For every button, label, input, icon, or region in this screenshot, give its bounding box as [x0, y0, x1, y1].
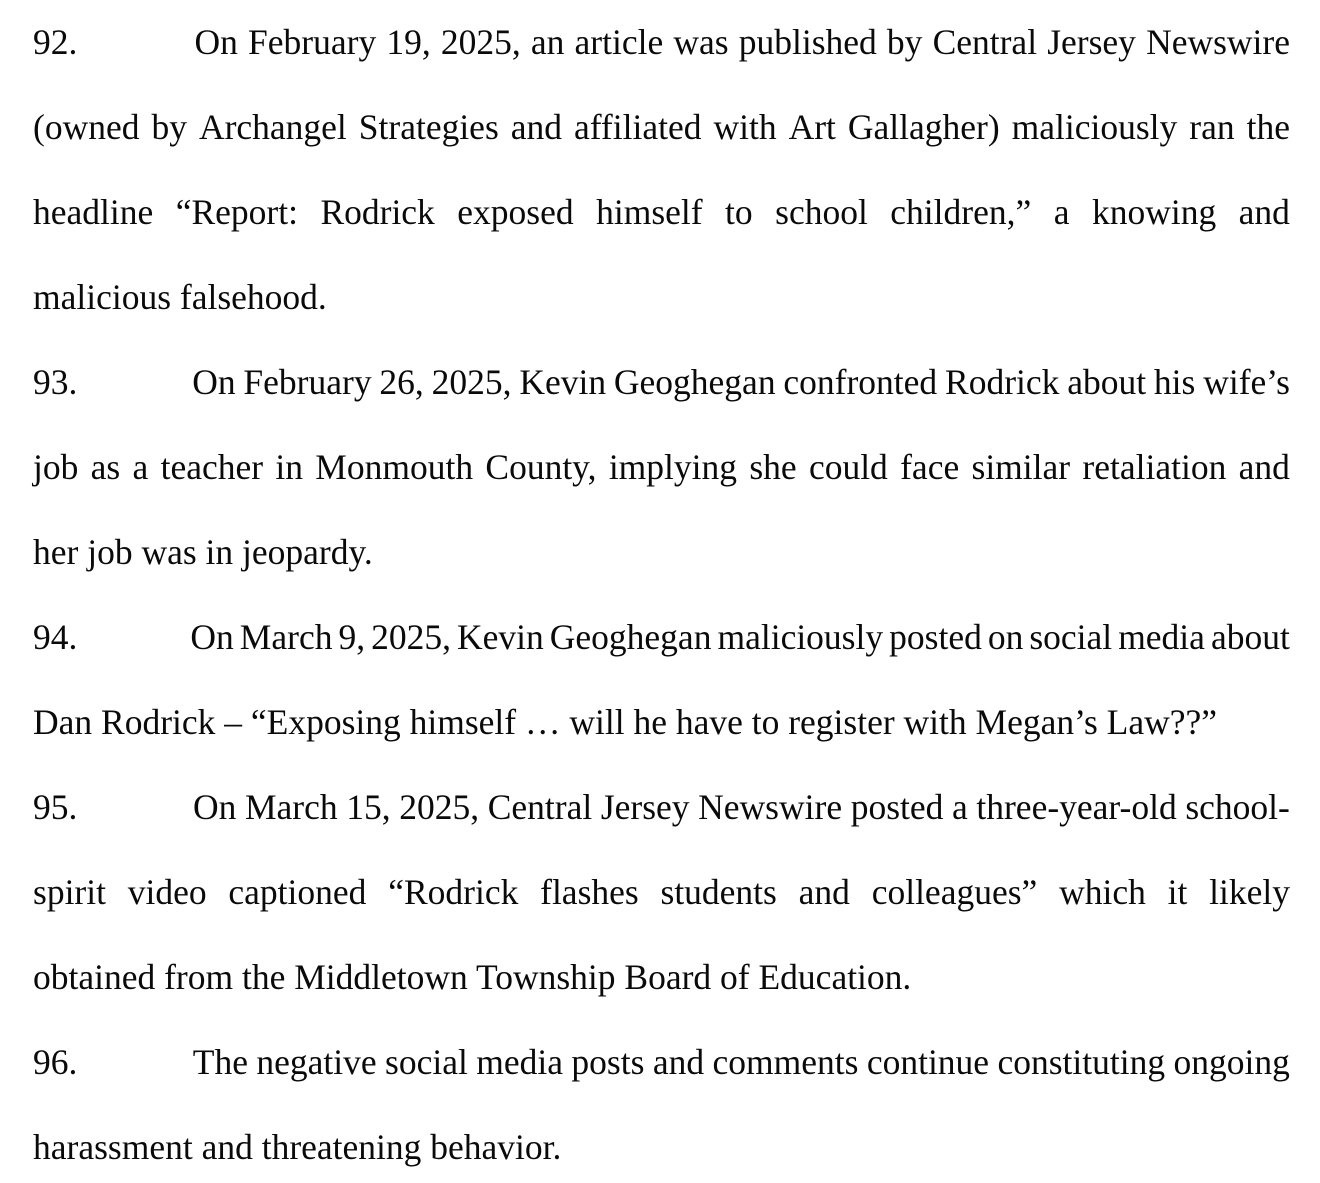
- word: On: [194, 22, 238, 62]
- word: Newswire: [698, 787, 843, 827]
- word: social: [385, 1042, 468, 1082]
- text-line: [33, 340, 1290, 425]
- word: confronted: [783, 362, 938, 402]
- word: The: [192, 1042, 248, 1082]
- text-line: [33, 255, 1290, 340]
- word: an: [530, 22, 565, 62]
- paragraph-number: 94.: [33, 617, 78, 657]
- word: headline: [33, 192, 154, 232]
- paragraph-number: 96.: [33, 1042, 78, 1082]
- word: flashes: [540, 872, 639, 912]
- word: Art: [788, 107, 836, 147]
- line-text: her job was in jeopardy.: [33, 532, 373, 572]
- word: by: [151, 107, 187, 147]
- word: his: [1153, 362, 1196, 402]
- paragraph-95: [33, 765, 1290, 1020]
- word: in: [275, 447, 303, 487]
- word: teacher: [160, 447, 264, 487]
- word: which: [1059, 872, 1146, 912]
- paragraph-number-group: [33, 340, 184, 425]
- word: 2025,: [399, 787, 480, 827]
- paragraph-number-group: [33, 1020, 184, 1105]
- word: maliciously: [717, 617, 884, 657]
- word: February: [248, 22, 377, 62]
- word: Rodrick: [320, 192, 435, 232]
- word: social: [1029, 617, 1113, 657]
- word: On: [192, 787, 237, 827]
- word: about: [1067, 362, 1147, 402]
- word: ran: [1189, 107, 1235, 147]
- word: job: [33, 447, 79, 487]
- word: article: [574, 22, 664, 62]
- word: Central: [487, 787, 593, 827]
- text-line: [33, 1020, 1290, 1105]
- word: himself: [596, 192, 703, 232]
- word: On: [192, 362, 236, 402]
- paragraph-number: 92.: [33, 22, 78, 62]
- word: 19,: [386, 22, 431, 62]
- text-line: [33, 425, 1290, 510]
- word: school-: [1185, 787, 1290, 827]
- word: as: [90, 447, 121, 487]
- text-line: [33, 595, 1290, 680]
- word: 2025,: [440, 22, 521, 62]
- word: about: [1210, 617, 1290, 657]
- word: Strategies: [358, 107, 499, 147]
- word: media: [1118, 617, 1205, 657]
- word: she: [749, 447, 797, 487]
- word: Newswire: [1146, 22, 1290, 62]
- paragraph-94: [33, 595, 1290, 765]
- word: and: [1238, 192, 1290, 232]
- word: was: [673, 22, 729, 62]
- word: posted: [889, 617, 982, 657]
- word: media: [476, 1042, 564, 1082]
- word: and: [652, 1042, 705, 1082]
- word: retaliation: [1082, 447, 1227, 487]
- word: it: [1167, 872, 1188, 912]
- word: knowing: [1091, 192, 1217, 232]
- word: a: [952, 787, 968, 827]
- word: with: [713, 107, 777, 147]
- text-line: [33, 850, 1290, 935]
- paragraph-93: [33, 340, 1290, 595]
- word: spirit: [33, 872, 106, 912]
- word: similar: [971, 447, 1071, 487]
- word: March: [239, 617, 333, 657]
- text-line: [33, 170, 1290, 255]
- word: Jersey: [1047, 22, 1136, 62]
- word: posts: [571, 1042, 645, 1082]
- word: (owned: [33, 107, 140, 147]
- word: students: [660, 872, 777, 912]
- word: Kevin: [457, 617, 544, 657]
- text-line: [33, 765, 1290, 850]
- word: three-year-old: [976, 787, 1177, 827]
- word: 2025,: [371, 617, 451, 657]
- word: and: [798, 872, 850, 912]
- word: 2025,: [431, 362, 512, 402]
- word: 26,: [379, 362, 424, 402]
- word: video: [127, 872, 207, 912]
- word: comments: [712, 1042, 859, 1082]
- word: Geoghegan: [549, 617, 712, 657]
- word: a: [1053, 192, 1070, 232]
- text-line: [33, 0, 1290, 85]
- paragraph-96: [33, 1020, 1290, 1183]
- word: implying: [608, 447, 738, 487]
- line-text: Dan Rodrick – “Exposing himself … will he have to register with Megan’s Law??”: [33, 702, 1218, 742]
- word: “Report:: [175, 192, 298, 232]
- word: face: [900, 447, 960, 487]
- word: Rodrick: [945, 362, 1060, 402]
- word: likely: [1209, 872, 1290, 912]
- word: Gallagher): [847, 107, 1000, 147]
- word: wife’s: [1203, 362, 1290, 402]
- line-text: harassment and threatening behavior.: [33, 1127, 562, 1167]
- word: the: [1246, 107, 1290, 147]
- paragraph-92: [33, 0, 1290, 340]
- word: school: [775, 192, 868, 232]
- paragraph-number-group: [33, 595, 184, 680]
- word: continue: [866, 1042, 990, 1082]
- text-line: [33, 1105, 1290, 1183]
- word: and: [510, 107, 563, 147]
- text-line: [33, 935, 1290, 1020]
- word: County,: [485, 447, 597, 487]
- word: Jersey: [600, 787, 690, 827]
- word: maliciously: [1011, 107, 1178, 147]
- paragraph-number-group: [33, 765, 184, 850]
- word: negative: [256, 1042, 377, 1082]
- paragraph-number: 95.: [33, 787, 78, 827]
- word: and: [1238, 447, 1290, 487]
- word: colleagues”: [871, 872, 1038, 912]
- word: published: [738, 22, 877, 62]
- word: Monmouth: [315, 447, 474, 487]
- word: exposed: [457, 192, 574, 232]
- word: captioned: [228, 872, 367, 912]
- text-line: [33, 680, 1290, 765]
- word: 15,: [346, 787, 391, 827]
- line-text: obtained from the Middletown Township Board of Education.: [33, 957, 912, 997]
- word: 9,: [338, 617, 366, 657]
- document-body: [33, 0, 1290, 1183]
- text-line: [33, 510, 1290, 595]
- paragraph-number-group: [33, 0, 184, 85]
- word: on: [987, 617, 1024, 657]
- word: could: [808, 447, 888, 487]
- word: Geoghegan: [613, 362, 776, 402]
- paragraph-number: 93.: [33, 362, 78, 402]
- word: On: [190, 617, 234, 657]
- word: “Rodrick: [388, 872, 519, 912]
- word: March: [244, 787, 338, 827]
- word: by: [886, 22, 923, 62]
- word: affiliated: [574, 107, 702, 147]
- word: children,”: [890, 192, 1032, 232]
- word: ongoing: [1173, 1042, 1290, 1082]
- word: Kevin: [519, 362, 607, 402]
- line-text: malicious falsehood.: [33, 277, 327, 317]
- word: constituting: [997, 1042, 1166, 1082]
- word: posted: [850, 787, 944, 827]
- word: to: [725, 192, 753, 232]
- word: Central: [932, 22, 1038, 62]
- word: February: [243, 362, 372, 402]
- word: Archangel: [198, 107, 347, 147]
- text-line: [33, 85, 1290, 170]
- word: a: [132, 447, 149, 487]
